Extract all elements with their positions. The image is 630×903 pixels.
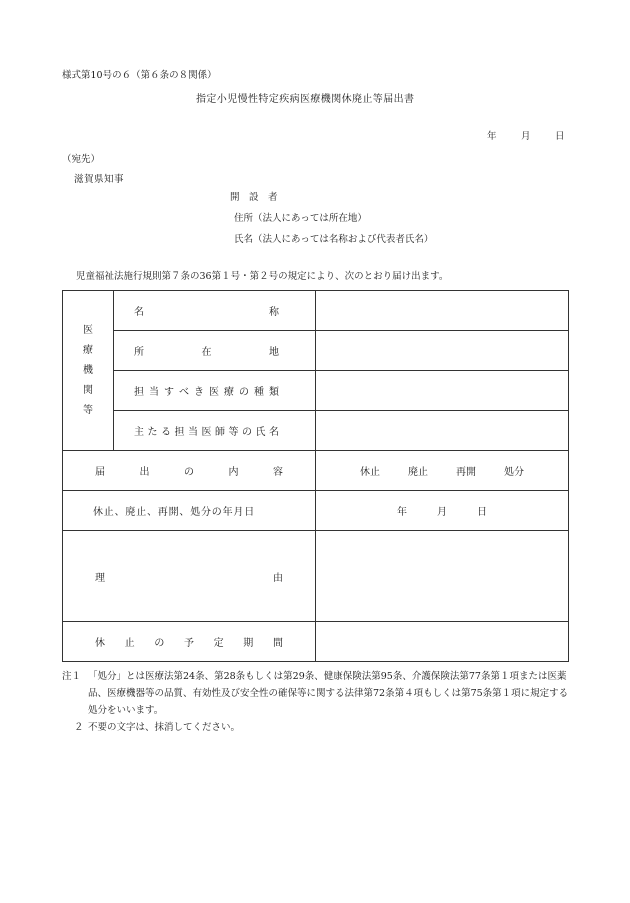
- table-row: [63, 451, 569, 491]
- addressee-label: （宛先）: [62, 154, 101, 165]
- doctor-name-label: 主 た る 担 当 医 師 等 の 氏 名: [114, 411, 316, 451]
- option-disposition[interactable]: 処分: [504, 467, 524, 478]
- reason-label: 理 由: [63, 531, 316, 622]
- location-field[interactable]: [316, 331, 569, 371]
- table-row: [63, 622, 569, 662]
- care-type-label: 担 当 す べ き 医 療 の 種 類: [114, 371, 316, 411]
- option-resumption[interactable]: 再開: [456, 467, 476, 478]
- option-suspension[interactable]: 休止: [360, 467, 380, 478]
- intro-text: 児童福祉法施行規則第７条の36第１号・第２号の規定により、次のとおり届け出ます。: [76, 271, 449, 282]
- option-abolition[interactable]: 廃止: [408, 467, 428, 478]
- date-year: 年: [487, 131, 497, 142]
- notification-content-label: 届 出 の 内 容: [63, 451, 316, 491]
- notification-content-options: [316, 451, 569, 491]
- reason-field[interactable]: [316, 531, 569, 622]
- location-label: 所 在 地: [114, 331, 316, 371]
- document-title: 指定小児慢性特定疾病医療機関休廃止等届出書: [196, 94, 415, 105]
- care-type-field[interactable]: [316, 371, 569, 411]
- planned-period-field[interactable]: [316, 622, 569, 662]
- date-day: 日: [555, 131, 565, 142]
- table-row: [63, 331, 569, 371]
- institution-name-field[interactable]: [316, 291, 569, 331]
- founder-address-label: 住所（法人にあっては所在地）: [234, 213, 367, 224]
- form-table: [62, 290, 569, 662]
- founder-name-label: 氏名（法人にあっては名称および代表者氏名）: [234, 234, 434, 245]
- table-row: [63, 291, 569, 331]
- notes: [62, 668, 570, 736]
- table-row: [63, 411, 569, 451]
- note-2: ２ 不要の文字は、抹消してください。: [74, 722, 241, 733]
- note-1: 注１ 「処分」とは医療法第24条、第28条もしくは第29条、健康保険法第95条、介護保険法第77条第１項または医薬品、医療機器等の品質、有効性及び安全性の確保等に関する法律第72条第４項もしくは第75条第１項に規定する処分をいいます。: [62, 671, 569, 716]
- table-row: [63, 491, 569, 531]
- medical-institution-group-label: 医 療 機 関 等: [63, 291, 114, 451]
- institution-name-label: 名 称: [114, 291, 316, 331]
- form-number: 様式第10号の６（第６条の８関係）: [62, 70, 217, 81]
- table-row: [63, 371, 569, 411]
- planned-period-label: 休 止 の 予 定 期 間: [63, 622, 316, 662]
- event-date-label: 休止、廃止、再開、処分の年月日: [63, 491, 316, 531]
- addressee-name: 滋賀県知事: [74, 174, 125, 185]
- table-row: [63, 531, 569, 622]
- date-month: 月: [521, 131, 531, 142]
- doctor-name-field[interactable]: [316, 411, 569, 451]
- event-date-field[interactable]: 年 月 日: [316, 491, 569, 531]
- founder-label: 開 設 者: [230, 192, 278, 203]
